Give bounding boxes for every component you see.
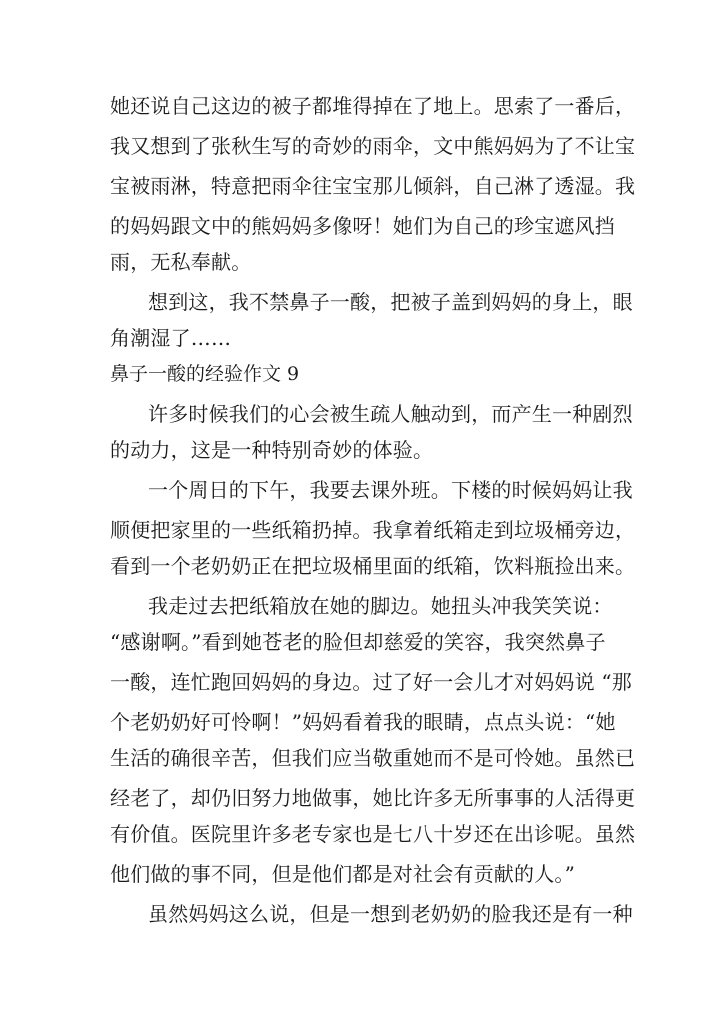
text-line: 角潮湿了…… [110, 326, 232, 350]
text-line: 雨，无私奉献。 [110, 250, 252, 274]
paragraph-first-line: 想到这，我不禁鼻子一酸，把被子盖到妈妈的身上，眼 [148, 290, 633, 314]
text-line: 他们做的事不同，但是他们都是对社会有贡献的人。” [110, 862, 576, 886]
text-line: 生活的确很辛苦，但我们应当敬重她而不是可怜她。虽然已 [110, 746, 636, 770]
section-heading: 鼻子一酸的经验作文 9 [110, 363, 300, 385]
text-line: 宝被雨淋，特意把雨伞往宝宝那儿倾斜，自己淋了透湿。我 [110, 174, 636, 198]
paragraph-first-line: 许多时候我们的心会被生疏人触动到，而产生一种剧烈 [148, 402, 633, 426]
text-line: 看到一个老奶奶正在把垃圾桶里面的纸箱，饮料瓶捡出来。 [110, 554, 636, 578]
paragraph-first-line: 我走过去把纸箱放在她的脚边。她扭头冲我笑笑说： [148, 594, 613, 618]
text-line: 一酸，连忙跑回妈妈的身边。过了好一会儿才对妈妈说 “那 [110, 670, 632, 694]
text-line: 她还说自己这边的被子都堆得掉在了地上。思索了一番后， [110, 94, 636, 118]
text-line: “感谢啊。”看到她苍老的脸但却慈爱的笑容，我突然鼻子 [110, 630, 606, 654]
text-line: 个老奶奶好可怜啊！”妈妈看着我的眼睛，点点头说：“她 [110, 710, 616, 734]
text-line: 的动力，这是一种特别奇妙的体验。 [110, 438, 434, 462]
text-line: 经老了，却仍旧努力地做事，她比许多无所事事的人活得更 [110, 786, 636, 810]
text-line: 顺便把家里的一些纸箱扔掉。我拿着纸箱走到垃圾桶旁边， [110, 518, 636, 542]
text-line: 我又想到了张秋生写的奇妙的雨伞，文中熊妈妈为了不让宝 [110, 134, 636, 158]
text-line: 有价值。医院里许多老专家也是七八十岁还在出诊呢。虽然 [110, 822, 636, 846]
text-line: 的妈妈跟文中的熊妈妈多像呀！她们为自己的珍宝遮风挡 [110, 214, 615, 238]
paragraph-first-line: 一个周日的下午，我要去课外班。下楼的时候妈妈让我 [148, 478, 633, 502]
paragraph-first-line: 虽然妈妈这么说，但是一想到老奶奶的脸我还是有一种 [148, 902, 633, 926]
